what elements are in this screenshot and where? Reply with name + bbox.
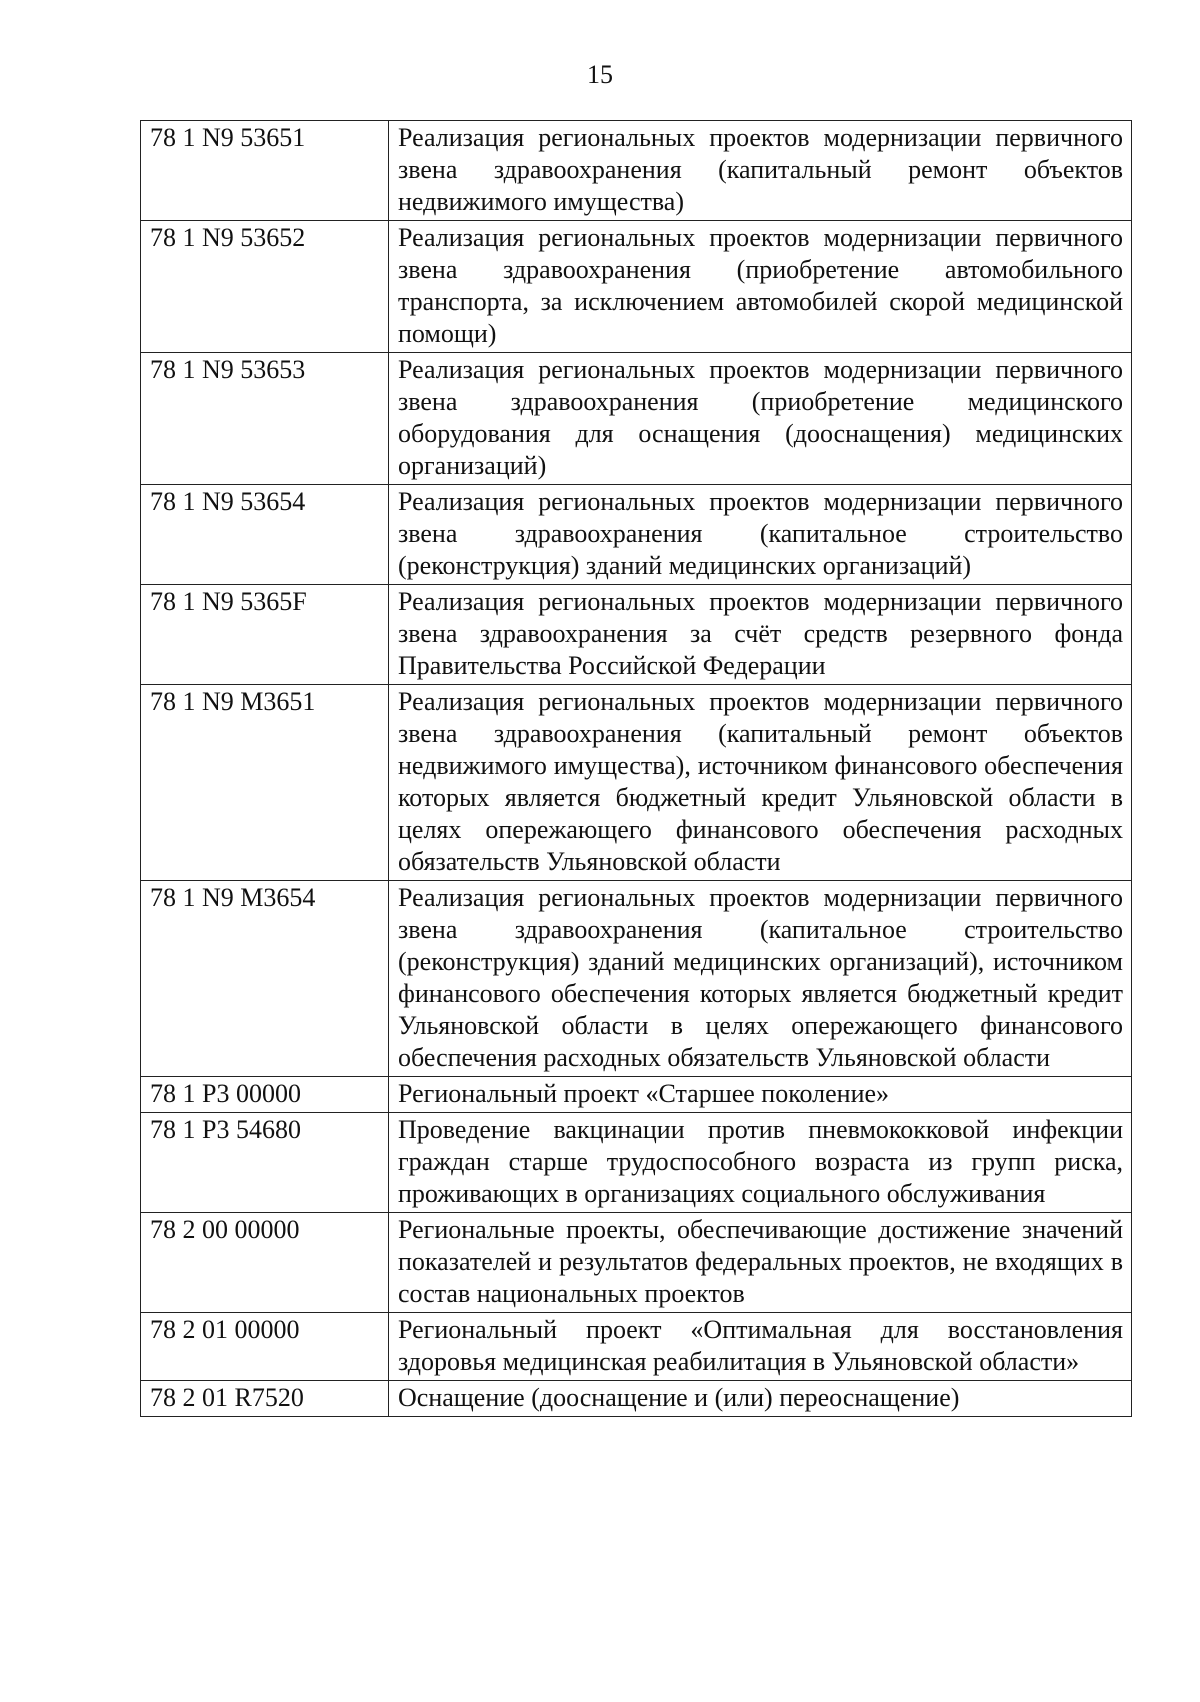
table-row <box>141 881 1132 1077</box>
code-cell: 78 2 00 00000 <box>141 1213 389 1313</box>
description-cell: Оснащение (дооснащение и (или) переоснащение) <box>389 1381 1132 1417</box>
table-row <box>141 485 1132 585</box>
code-cell: 78 1 N9 5365F <box>141 585 389 685</box>
code-cell: 78 1 N9 53654 <box>141 485 389 585</box>
table-row <box>141 221 1132 353</box>
code-cell: 78 2 01 00000 <box>141 1313 389 1381</box>
code-cell: 78 1 N9 M3651 <box>141 685 389 881</box>
description-cell: Реализация региональных проектов модернизации первичного звена здравоохранения (капитальный ремонт объектов недвижимого имущества) <box>389 121 1132 221</box>
description-cell: Проведение вакцинации против пневмококковой инфекции граждан старше трудоспособного возраста из групп риска, проживающих в организациях социального обслуживания <box>389 1113 1132 1213</box>
description-cell: Реализация региональных проектов модернизации первичного звена здравоохранения (капитальный ремонт объектов недвижимого имущества), источником финансового обеспечения которых является бюджетный кредит Ульяновской области в целях опережающего финансового обеспечения расходных обязательств Ульяновской области <box>389 685 1132 881</box>
description-cell: Реализация региональных проектов модернизации первичного звена здравоохранения (приобретение автомобильного транспорта, за исключением автомобилей скорой медицинской помощи) <box>389 221 1132 353</box>
table-row <box>141 1381 1132 1417</box>
description-cell: Региональный проект «Оптимальная для восстановления здоровья медицинская реабилитация в Ульяновской области» <box>389 1313 1132 1381</box>
code-cell: 78 1 P3 54680 <box>141 1113 389 1213</box>
code-cell: 78 1 N9 53651 <box>141 121 389 221</box>
description-cell: Реализация региональных проектов модернизации первичного звена здравоохранения (капитальное строительство (реконструкция) зданий медицинских организаций) <box>389 485 1132 585</box>
table-row <box>141 685 1132 881</box>
description-cell: Региональный проект «Старшее поколение» <box>389 1077 1132 1113</box>
code-cell: 78 1 N9 M3654 <box>141 881 389 1077</box>
description-cell: Реализация региональных проектов модернизации первичного звена здравоохранения (капитальное строительство (реконструкция) зданий медицинских организаций), источником финансового обеспечения которых является бюджетный кредит Ульяновской области в целях опережающего финансового обеспечения расходных обязательств Ульяновской области <box>389 881 1132 1077</box>
page-number: 15 <box>587 60 613 89</box>
code-cell: 78 2 01 R7520 <box>141 1381 389 1417</box>
table-row <box>141 1113 1132 1213</box>
table-row <box>141 121 1132 221</box>
code-cell: 78 1 N9 53652 <box>141 221 389 353</box>
description-cell: Реализация региональных проектов модернизации первичного звена здравоохранения за счёт средств резервного фонда Правительства Российской Федерации <box>389 585 1132 685</box>
table-row <box>141 1077 1132 1113</box>
budget-code-table <box>140 120 1132 1417</box>
table-row <box>141 1213 1132 1313</box>
code-cell: 78 1 P3 00000 <box>141 1077 389 1113</box>
table-row <box>141 1313 1132 1381</box>
table-row <box>141 585 1132 685</box>
description-cell: Региональные проекты, обеспечивающие достижение значений показателей и результатов федеральных проектов, не входящих в состав национальных проектов <box>389 1213 1132 1313</box>
table-row <box>141 353 1132 485</box>
code-cell: 78 1 N9 53653 <box>141 353 389 485</box>
description-cell: Реализация региональных проектов модернизации первичного звена здравоохранения (приобретение медицинского оборудования для оснащения (дооснащения) медицинских организаций) <box>389 353 1132 485</box>
